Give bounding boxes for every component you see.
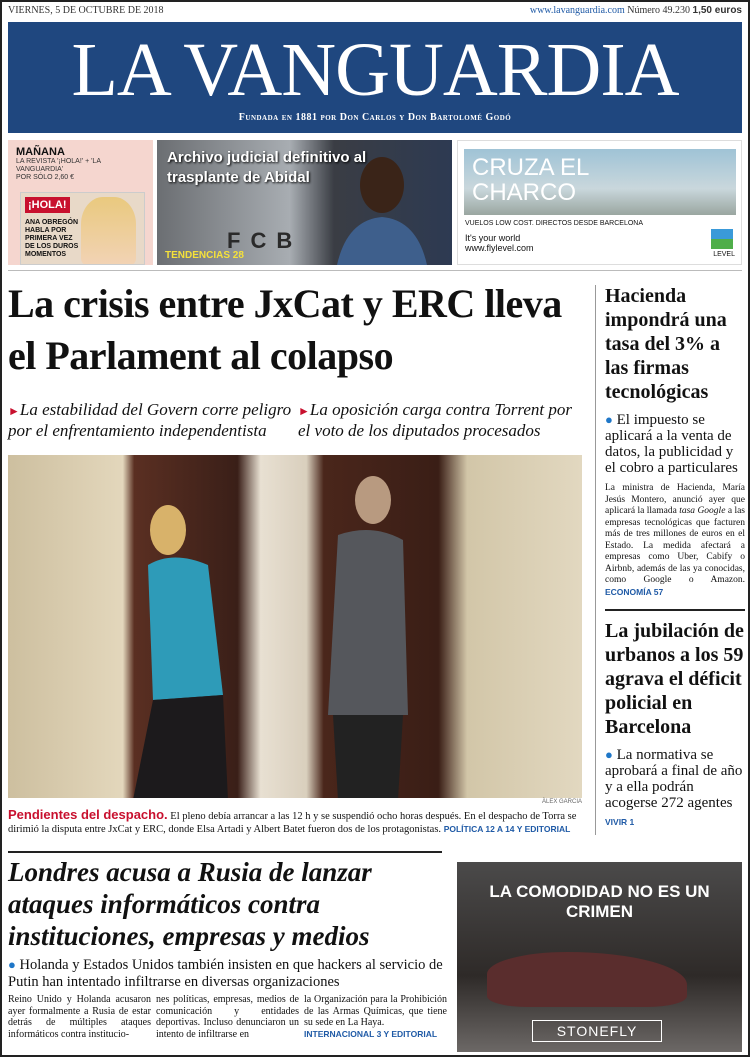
- ad-brand: STONEFLY: [532, 1020, 662, 1042]
- divider: [8, 270, 742, 271]
- promo-hola[interactable]: [8, 140, 153, 265]
- londres-story: [8, 856, 448, 1040]
- jubilacion-headline[interactable]: La jubilación de urbanos a los 59 agrava el déficit policial en Barcelona: [605, 620, 744, 738]
- ad-title: CRUZA EL CHARCO: [472, 154, 589, 206]
- hacienda-headline[interactable]: Hacienda impondrá una tasa del 3% a las firmas tecnológicas: [605, 285, 727, 403]
- ad-line: VUELOS LOW COST. DIRECTOS DESDE BARCELONA: [465, 220, 644, 227]
- price: 1,50 euros: [692, 5, 742, 16]
- promo-price: POR SÓLO 2,60 €: [16, 174, 74, 181]
- issue-number: Número 49.230: [627, 5, 691, 16]
- main-headline[interactable]: La crisis entre JxCat y ERC lleva el Parlament al colapso: [8, 281, 562, 378]
- hacienda-ref-link[interactable]: ECONOMÍA 57: [605, 586, 664, 597]
- fcb-crest-text: FCB: [227, 228, 303, 253]
- jubilacion-bullet-text: La normativa se aprobará a final de año y a ella podrán acogerse 272 agentes: [605, 747, 743, 811]
- col-text: la Organización para la Prohibición de las Armas Químicas, que tiene su sede en La Haya.: [304, 994, 447, 1028]
- magazine-cover-text: ANA OBREGÓN HABLA POR PRIMERA VEZ DE LOS DUROS MOMENTOS: [25, 219, 79, 258]
- abidal-section[interactable]: TENDENCIAS 28: [165, 250, 244, 261]
- masthead: [8, 22, 742, 133]
- hacienda-body: [605, 483, 745, 599]
- photo-credit: ÀLEX GARCIA: [541, 799, 582, 805]
- founded-line: Fundada en 1881 por Don Carlos y Don Bartolomé Godó: [238, 112, 512, 123]
- cover-photo: [81, 197, 136, 265]
- body-italic: tasa Google: [679, 506, 726, 516]
- promo-title: MAÑANA: [16, 146, 65, 158]
- ad-slogan: LA COMODIDAD NO ES UN CRIMEN: [489, 882, 710, 921]
- level-ad[interactable]: [457, 140, 742, 265]
- londres-col-2: nes políticas, empresas, medios de comunicación y entidades deportivas. Incluso denunciaron un intento de infiltrarse en: [156, 994, 299, 1040]
- londres-columns: [8, 994, 448, 1040]
- londres-col-1: Reino Unido y Holanda acusaron ayer formalmente a Rusia de estar detrás de múltiples ataques informáticos contra institucio-: [8, 994, 151, 1040]
- hacienda-bullet-text: El impuesto se aplicará a la venta de datos, la publicidad y el cobro a particulares: [605, 412, 738, 476]
- ad-slogan: [465, 233, 534, 253]
- caption-ref-link[interactable]: POLÍTICA 12 A 14 Y EDITORIAL: [443, 824, 571, 834]
- body-text: a las empresas tecnológicas que facturen más de tres millones de euros en el Estado. La medida afectará a empresas como Uber, Cabify o Airbnb, además de las ya conocidas, como Google o Amazon.: [605, 506, 745, 585]
- edition-info: [530, 5, 742, 16]
- abidal-teaser[interactable]: [157, 140, 452, 265]
- photo-figures: [8, 455, 582, 798]
- ad-brand: LEVEL: [713, 251, 735, 258]
- londres-ref-link[interactable]: INTERNACIONAL 3 Y EDITORIAL: [304, 1028, 438, 1039]
- londres-headline[interactable]: Londres acusa a Rusia de lanzar ataques informáticos contra instituciones, empresas y medios: [8, 857, 372, 951]
- main-photo: [8, 455, 582, 798]
- magazine-logo: ¡HOLA!: [25, 197, 70, 213]
- abidal-headline: Archivo judicial definitivo al trasplante de Abidal: [167, 149, 367, 186]
- date: VIERNES, 5 DE OCTUBRE DE 2018: [8, 5, 164, 16]
- level-logo-icon: [711, 229, 733, 249]
- subhead-1-text: La estabilidad del Govern corre peligro por el enfrentamiento independentista: [8, 400, 292, 440]
- subhead-2-text: La oposición carga contra Torrent por el voto de los diputados procesados: [298, 400, 572, 440]
- jubilacion-ref-link[interactable]: VIVIR 1: [605, 817, 635, 827]
- column-rule: [595, 285, 596, 835]
- subhead-2: ►La oposición carga contra Torrent por el voto de los diputados procesados: [298, 400, 572, 440]
- caption-text: El pleno debía arrancar a las 12 h y se suspendió ocho horas después. En el despacho de Torra se dirimió la disputa entre JxCat y ERC, donde Elsa Artadi y Albert Batet fueron dos de los protagonistas.: [8, 811, 577, 835]
- promo-text: LA REVISTA '¡HOLA!' + 'LA VANGUARDIA': [16, 158, 101, 173]
- stonefly-ad[interactable]: [457, 862, 742, 1052]
- hacienda-bullet: ● El impuesto se aplicará a la venta de datos, la publicidad y el cobro a particulares: [605, 412, 738, 476]
- body-text: La ministra de Hacienda, María Jesús Montero, anunció ayer que aplicará la llamada: [605, 483, 745, 516]
- site-url[interactable]: www.lavanguardia.com: [529, 5, 625, 16]
- londres-bullet-text: Holanda y Estados Unidos también insisten en que hackers al servicio de Putin han intentado infiltrarse en diversas organizaciones: [8, 957, 443, 990]
- right-column: [605, 284, 745, 827]
- shoe-image: [487, 952, 687, 1007]
- ad-photo: [464, 149, 736, 215]
- londres-col-3: [304, 994, 447, 1040]
- ad-url: www.flylevel.com: [465, 243, 534, 253]
- divider: [605, 609, 745, 611]
- jubilacion-bullet: ● La normativa se aprobará a final de año y a ella podrán acogerse 272 agentes: [605, 747, 743, 811]
- ad-tagline: It's your world: [465, 233, 521, 243]
- londres-bullet: ● Holanda y Estados Unidos también insisten en que hackers al servicio de Putin han intentado infiltrarse en diversas organizaciones: [8, 957, 443, 990]
- caption-lead: Pendientes del despacho.: [8, 807, 168, 822]
- photo-caption: [8, 807, 582, 836]
- magazine-cover: [20, 192, 145, 265]
- subhead-1: ►La estabilidad del Govern corre peligro por el enfrentamiento independentista: [8, 400, 292, 440]
- logo: LA VANGUARDIA: [71, 28, 679, 112]
- divider: [8, 851, 442, 853]
